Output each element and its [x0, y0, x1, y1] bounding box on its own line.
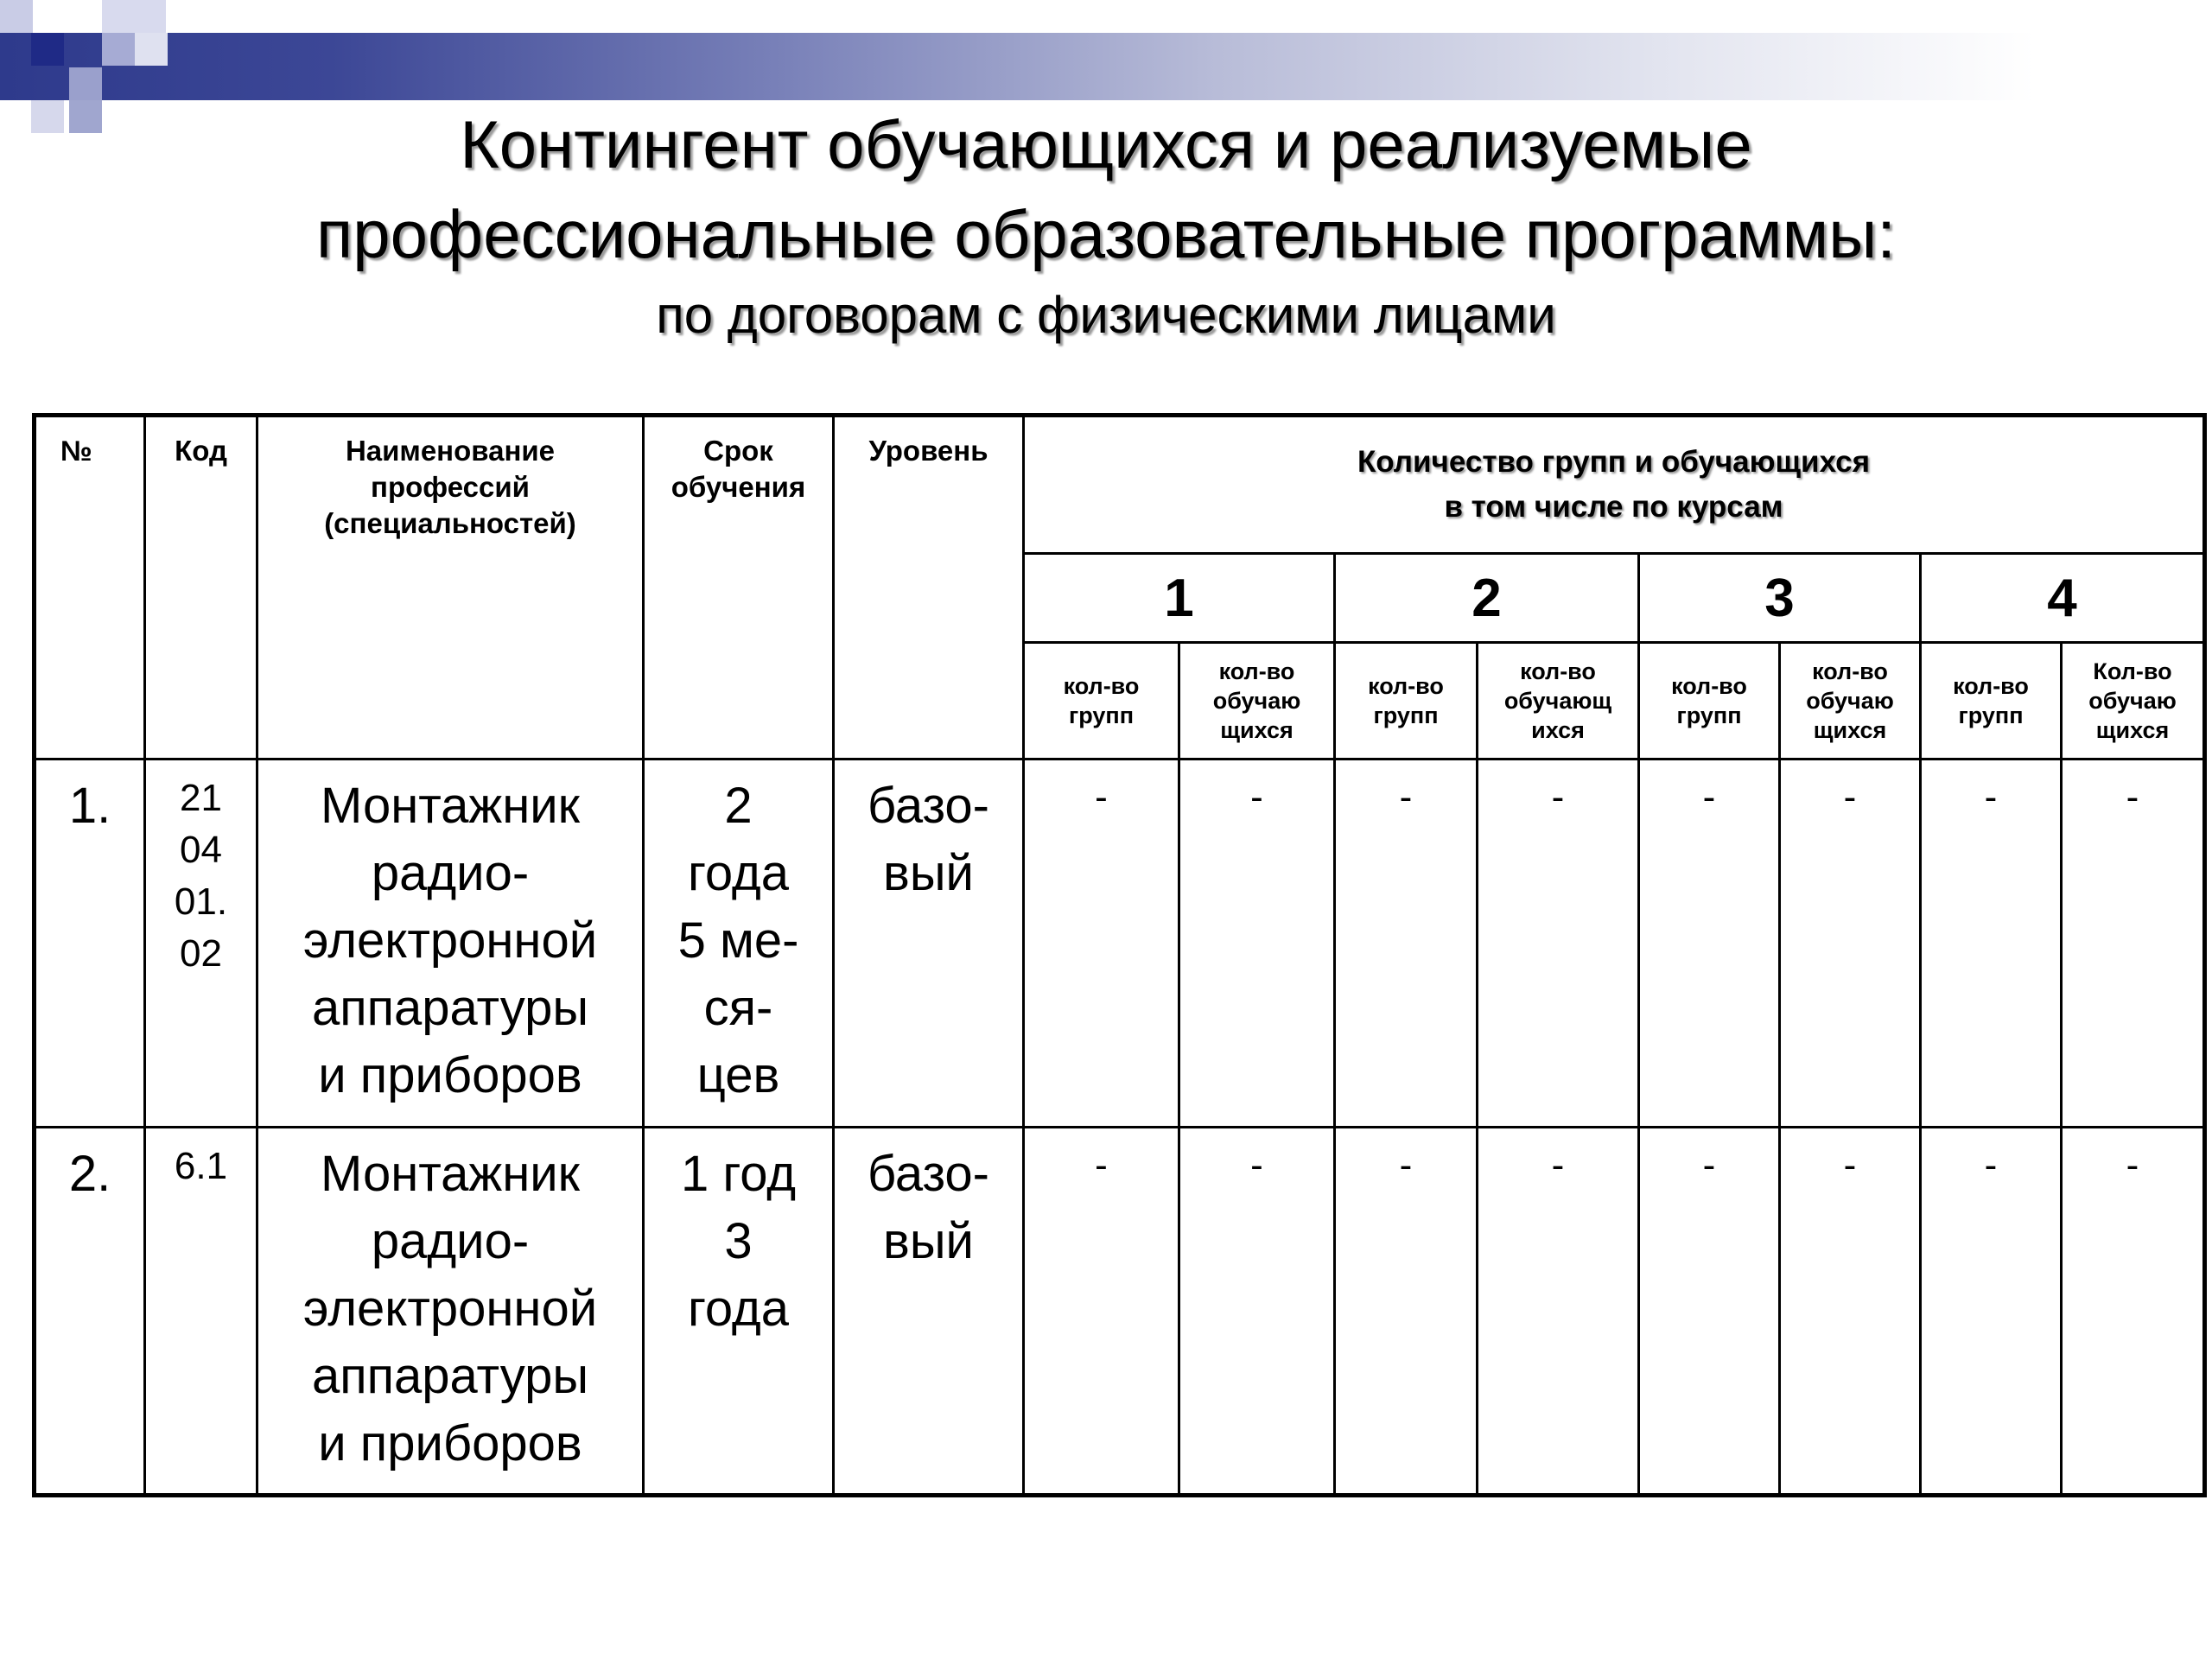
- slide-title: [0, 99, 2212, 352]
- header-course-3: 3: [1639, 554, 1921, 643]
- table-row: [35, 760, 2205, 1128]
- decor-square-dark: [31, 33, 64, 66]
- programs-table: [32, 413, 2207, 1497]
- row-value: -: [1780, 1128, 1921, 1496]
- row-value: -: [2062, 1128, 2205, 1496]
- row-level: базо- вый: [834, 1128, 1024, 1496]
- row-value: -: [1179, 1128, 1335, 1496]
- subheader-cell: кол-во обучаю щихся: [1780, 643, 1921, 760]
- subheader-cell: кол-во групп: [1335, 643, 1478, 760]
- row-study-term: 2 года 5 ме- ся- цев: [644, 760, 834, 1128]
- row-profession-name: Монтажник радио- электронной аппаратуры и приборов: [257, 1128, 644, 1496]
- row-value: -: [1024, 760, 1179, 1128]
- header-course-2: 2: [1335, 554, 1639, 643]
- row-value: -: [1780, 760, 1921, 1128]
- title-line-1: Контингент обучающихся и реализуемые: [460, 106, 1752, 182]
- row-value: -: [1639, 760, 1780, 1128]
- header-course-4: 4: [1921, 554, 2205, 643]
- row-value: -: [1024, 1128, 1179, 1496]
- row-value: -: [1921, 760, 2062, 1128]
- row-code: 21 04 01. 02: [145, 760, 257, 1128]
- title-subtitle: по договорам с физическими лицами: [656, 286, 1556, 344]
- decor-square-light: [135, 33, 168, 66]
- title-line-2: профессиональные образовательные программы:: [316, 196, 1896, 272]
- header-groups-students: Количество групп и обучающихся в том числе по курсам: [1024, 416, 2205, 554]
- row-number: 2.: [35, 1128, 145, 1496]
- header-level: Уровень: [834, 416, 1024, 760]
- decor-square-mid: [102, 33, 135, 66]
- header-code: Код: [145, 416, 257, 760]
- row-value: -: [1335, 1128, 1478, 1496]
- row-value: -: [1639, 1128, 1780, 1496]
- row-value: -: [1478, 1128, 1639, 1496]
- row-value: -: [1921, 1128, 2062, 1496]
- row-level: базо- вый: [834, 760, 1024, 1128]
- row-value: -: [2062, 760, 2205, 1128]
- subheader-cell: кол-во обучающ ихся: [1478, 643, 1639, 760]
- row-profession-name: Монтажник радио- электронной аппаратуры и приборов: [257, 760, 644, 1128]
- row-value: -: [1335, 760, 1478, 1128]
- table-row: [35, 1128, 2205, 1496]
- subheader-cell: кол-во групп: [1024, 643, 1179, 760]
- subheader-cell: кол-во обучаю щихся: [1179, 643, 1335, 760]
- decor-square-light: [0, 0, 33, 33]
- header-number: №: [35, 416, 145, 760]
- header-profession-name: Наименование профессий (специальностей): [257, 416, 644, 760]
- header-gradient-band: [0, 33, 2212, 100]
- subheader-cell: Кол-во обучаю щихся: [2062, 643, 2205, 760]
- decor-square-light: [102, 0, 166, 33]
- row-value: -: [1478, 760, 1639, 1128]
- row-study-term: 1 год 3 года: [644, 1128, 834, 1496]
- subheader-cell: кол-во групп: [1921, 643, 2062, 760]
- subheader-cell: кол-во групп: [1639, 643, 1780, 760]
- header-study-term: Срок обучения: [644, 416, 834, 760]
- row-code: 6.1: [145, 1128, 257, 1496]
- row-number: 1.: [35, 760, 145, 1128]
- row-value: -: [1179, 760, 1335, 1128]
- header-course-1: 1: [1024, 554, 1335, 643]
- decor-square-mid: [69, 67, 102, 100]
